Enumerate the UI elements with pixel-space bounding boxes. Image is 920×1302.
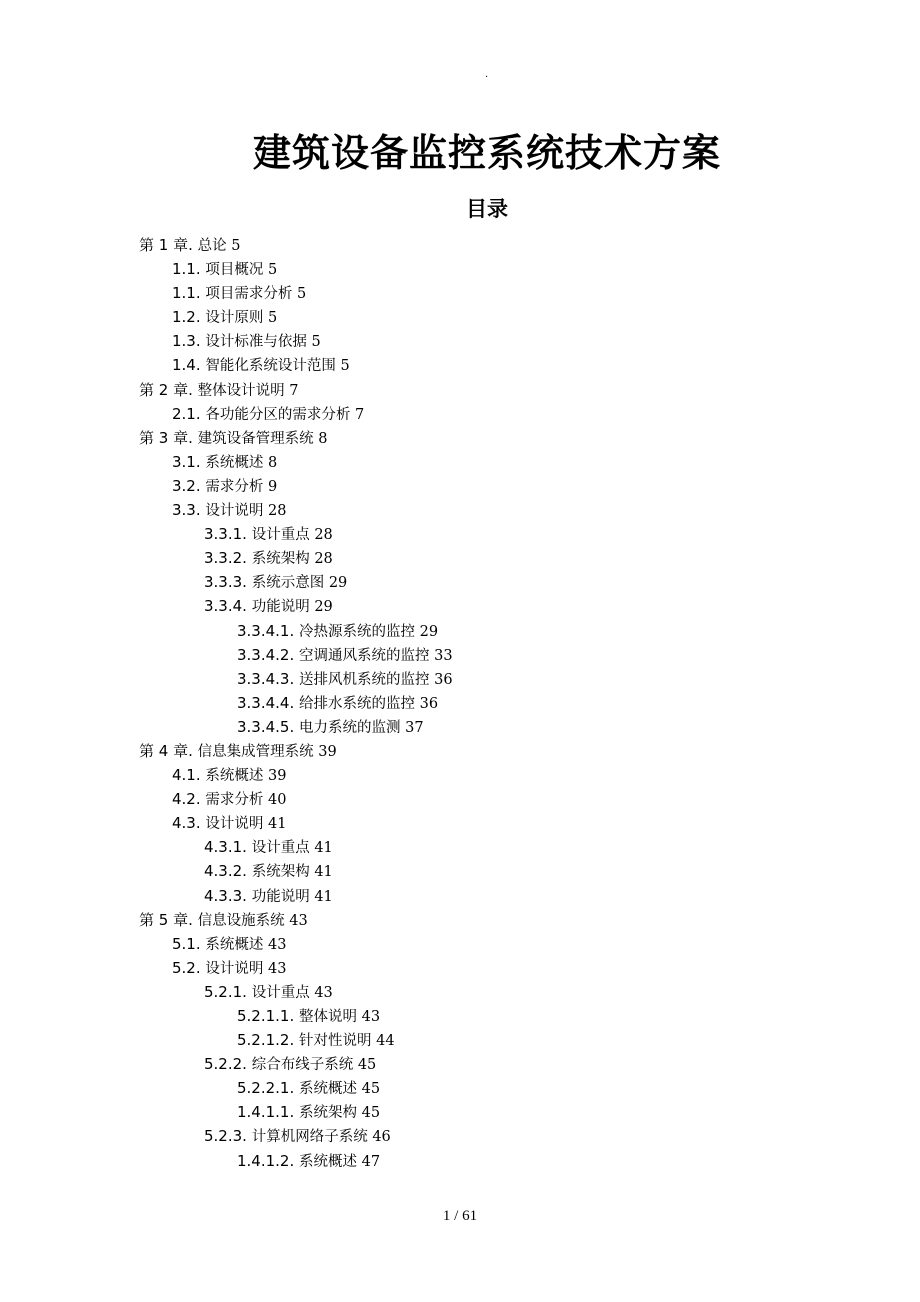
toc-entry[interactable] [0, 715, 920, 739]
toc-entry-number: 4.3. [172, 814, 201, 833]
toc-entry-title: 整体说明 43 [299, 1009, 381, 1025]
toc-entry[interactable] [0, 1124, 920, 1148]
toc-entry-number: 3.3.4.1. [237, 621, 295, 640]
toc-entry-title: 信息设施系统 43 [197, 912, 308, 929]
toc-entry[interactable] [0, 884, 920, 908]
toc-entry-number: 1.3. [172, 332, 201, 351]
toc-entry[interactable] [0, 305, 920, 329]
toc-entry-number: 3.3.3. [204, 573, 247, 592]
toc-entry-number: 2.1. [172, 404, 201, 423]
toc-entry[interactable] [0, 667, 920, 691]
toc-entry-title: 设计说明 43 [205, 960, 287, 977]
toc-entry[interactable] [0, 739, 920, 763]
toc-entry-title: 计算机网络子系统 46 [251, 1129, 391, 1146]
toc-entry[interactable] [0, 859, 920, 883]
toc-entry-title: 给排水系统的监控 36 [299, 695, 439, 712]
toc-entry[interactable] [0, 329, 920, 353]
toc-entry-title: 设计重点 28 [251, 527, 333, 544]
toc-entry-title: 设计重点 43 [251, 984, 333, 1001]
toc-entry-number: 第 1 章. [139, 236, 193, 254]
toc-entry-number: 1.4. [172, 356, 201, 375]
toc-entry[interactable] [0, 1149, 920, 1173]
toc-entry[interactable] [0, 763, 920, 787]
toc-entry-number: 5.2.1.2. [237, 1031, 295, 1050]
toc-entry-number: 1.1. [172, 284, 201, 303]
toc-entry[interactable] [0, 594, 920, 618]
toc-entry[interactable] [0, 691, 920, 715]
toc-entry[interactable] [0, 522, 920, 546]
toc-entry[interactable] [0, 546, 920, 570]
toc-entry-number: 第 3 章. [139, 428, 193, 447]
toc-entry-title: 智能化系统设计范围 5 [205, 358, 350, 375]
header-mark: . [485, 69, 489, 80]
toc-entry[interactable] [0, 643, 920, 667]
toc-entry-number: 第 2 章. [139, 380, 193, 399]
document-title: 建筑设备监控系统技术方案 [252, 131, 721, 175]
toc-entry[interactable] [0, 619, 920, 643]
toc-entry-number: 3.3.4. [204, 597, 247, 616]
toc-entry[interactable] [0, 426, 920, 450]
toc-entry[interactable] [0, 787, 920, 811]
toc-entry-title: 项目概况 5 [205, 262, 278, 279]
toc-entry-title: 需求分析 9 [205, 478, 278, 495]
toc-entry-title: 设计标准与依据 5 [205, 334, 321, 351]
toc-entry-number: 1.1. [172, 260, 201, 279]
toc-entry-title: 冷热源系统的监控 29 [299, 623, 439, 640]
toc-entry-number: 4.2. [172, 790, 201, 809]
toc-entry-number: 1.4.1.1. [237, 1103, 295, 1122]
toc-entry-number: 3.3.4.4. [237, 693, 295, 712]
toc-entry-number: 4.3.3. [204, 886, 247, 905]
toc-entry[interactable] [0, 570, 920, 594]
toc-entry[interactable] [0, 474, 920, 498]
toc-entry-number: 4.1. [172, 766, 201, 785]
toc-entry-number: 3.1. [172, 452, 201, 471]
toc-entry-number: 1.2. [172, 308, 201, 327]
toc-entry[interactable] [0, 1052, 920, 1076]
toc-heading: 目录 [466, 197, 508, 221]
toc-entry[interactable] [0, 1100, 920, 1124]
toc-entry-number: 3.3.4.3. [237, 669, 295, 688]
toc-entry-title: 系统概述 8 [205, 454, 278, 471]
page-number: 1 / 61 [442, 1208, 478, 1224]
toc-entry-number: 3.3.1. [204, 525, 247, 544]
toc-entry-number: 3.3.2. [204, 549, 247, 568]
toc-entry-number: 5.2.3. [204, 1127, 247, 1146]
toc-entry[interactable] [0, 1076, 920, 1100]
toc-entry[interactable] [0, 281, 920, 305]
toc-entry[interactable] [0, 233, 920, 257]
toc-entry-number: 5.2. [172, 958, 201, 977]
toc-entry[interactable] [0, 932, 920, 956]
toc-entry-number: 5.2.2. [204, 1055, 247, 1074]
toc-entry[interactable] [0, 835, 920, 859]
toc-entry-title: 设计说明 28 [205, 503, 287, 520]
table-of-contents [0, 233, 920, 1173]
toc-entry-title: 综合布线子系统 45 [251, 1057, 377, 1074]
toc-entry-title: 系统概述 43 [205, 936, 287, 953]
toc-entry-title: 针对性说明 44 [299, 1033, 395, 1050]
toc-entry-title: 总论 5 [197, 238, 241, 254]
toc-entry[interactable] [0, 450, 920, 474]
toc-entry-title: 系统架构 28 [251, 551, 333, 568]
toc-entry-title: 设计重点 41 [251, 840, 333, 857]
toc-entry-title: 空调通风系统的监控 33 [299, 647, 453, 664]
toc-entry[interactable] [0, 257, 920, 281]
toc-entry-number: 5.2.1.1. [237, 1007, 295, 1025]
toc-entry[interactable] [0, 1028, 920, 1052]
toc-entry-title: 送排风机系统的监控 36 [299, 671, 453, 688]
toc-entry-title: 系统概述 39 [205, 768, 287, 785]
toc-entry[interactable] [0, 980, 920, 1004]
toc-entry-title: 信息集成管理系统 39 [197, 743, 337, 760]
toc-entry-title: 各功能分区的需求分析 7 [205, 406, 365, 423]
toc-entry-title: 需求分析 40 [205, 792, 287, 809]
toc-entry[interactable] [0, 1004, 920, 1028]
toc-entry-title: 系统概述 45 [299, 1081, 381, 1098]
toc-entry-title: 设计原则 5 [205, 310, 278, 327]
toc-entry[interactable] [0, 402, 920, 426]
toc-entry-title: 项目需求分析 5 [205, 286, 307, 303]
toc-entry[interactable] [0, 378, 920, 402]
toc-entry-title: 功能说明 41 [251, 888, 333, 905]
toc-entry-number: 3.3.4.2. [237, 645, 295, 664]
toc-entry-title: 系统架构 41 [251, 864, 333, 881]
toc-entry-number: 3.3.4.5. [237, 717, 295, 736]
toc-entry-number: 4.3.2. [204, 862, 247, 881]
toc-entry-title: 电力系统的监测 37 [299, 719, 424, 736]
toc-entry[interactable] [0, 498, 920, 522]
toc-entry-number: 5.2.2.1. [237, 1079, 295, 1098]
toc-entry-number: 5.1. [172, 934, 201, 953]
toc-entry-title: 系统概述 47 [299, 1153, 381, 1170]
toc-entry-title: 整体设计说明 7 [197, 382, 299, 399]
toc-entry[interactable] [0, 811, 920, 835]
toc-entry[interactable] [0, 908, 920, 932]
toc-entry-title: 建筑设备管理系统 8 [197, 430, 328, 447]
toc-entry-number: 第 4 章. [139, 741, 193, 760]
toc-entry-title: 系统示意图 29 [251, 575, 348, 592]
toc-entry[interactable] [0, 956, 920, 980]
toc-entry-number: 3.2. [172, 476, 201, 495]
toc-entry[interactable] [0, 353, 920, 377]
toc-entry-title: 设计说明 41 [205, 816, 287, 833]
toc-entry-title: 系统架构 45 [299, 1105, 381, 1122]
toc-entry-number: 5.2.1. [204, 982, 247, 1001]
toc-entry-title: 功能说明 29 [251, 599, 333, 616]
toc-entry-number: 4.3.1. [204, 838, 247, 857]
toc-entry-number: 第 5 章. [139, 910, 193, 929]
toc-entry-number: 1.4.1.2. [237, 1151, 295, 1170]
toc-entry-number: 3.3. [172, 501, 201, 520]
